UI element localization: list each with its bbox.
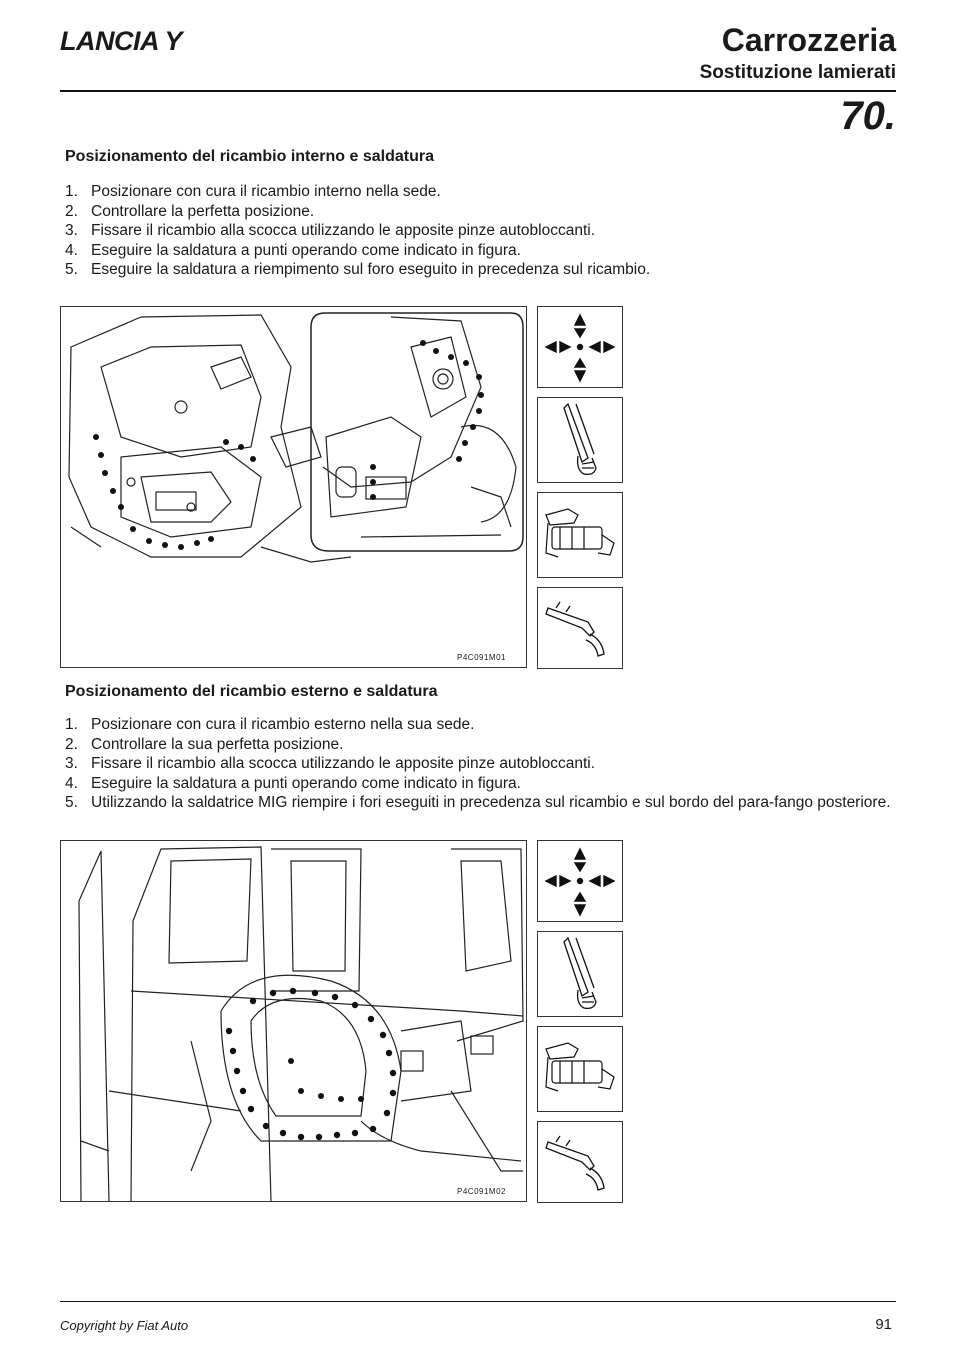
procedure-inner-title: Posizionamento del ricambio interno e saldatura <box>65 148 434 165</box>
page-number: 70. <box>840 94 896 138</box>
spot-welder-icon <box>537 1026 623 1112</box>
folio-number: 91 <box>875 1316 892 1333</box>
footer-rule <box>60 1301 896 1302</box>
header-rule <box>60 90 896 92</box>
mig-torch-icon <box>537 587 623 669</box>
copyright-text: Copyright by Fiat Auto <box>60 1318 189 1333</box>
procedure-inner-steps <box>65 182 905 280</box>
inner-panel-figure <box>60 306 527 668</box>
position-arrows-icon <box>537 306 623 388</box>
step-item: 5. Utilizzando la saldatrice MIG riempire i fori eseguiti in precedenza sul ricambio e sul bordo del para-fango posteriore. <box>65 794 891 812</box>
step-item: 1. Posizionare con cura il ricambio interno nella sede. <box>65 183 441 200</box>
inner-panel-drawing <box>61 307 526 667</box>
procedure-outer-steps <box>65 715 895 813</box>
step-item: 2. Controllare la perfetta posizione. <box>65 202 315 220</box>
step-item: 4. Eseguire la saldatura a punti operando come indicato in figura. <box>65 241 521 259</box>
step-item: 2. Controllare la sua perfetta posizione. <box>65 735 344 753</box>
position-arrows-icon <box>537 840 623 922</box>
procedure-outer-title: Posizionamento del ricambio esterno e saldatura <box>65 683 438 700</box>
outer-panel-drawing <box>61 841 526 1201</box>
locking-pliers-icon <box>537 931 623 1017</box>
step-item: 3. Fissare il ricambio alla scocca utilizzando le apposite pinze autobloccanti. <box>65 755 596 773</box>
step-item: 3. Fissare il ricambio alla scocca utilizzando le apposite pinze autobloccanti. <box>65 222 596 240</box>
step-item: 4. Eseguire la saldatura a punti operando come indicato in figura. <box>65 774 521 792</box>
locking-pliers-icon <box>537 397 623 483</box>
spot-welder-icon <box>537 492 623 578</box>
brand-title: LANCIA Y <box>60 26 183 56</box>
figure-code: P4C091M02 <box>457 1187 506 1196</box>
figure-code: P4C091M01 <box>457 653 506 662</box>
subsection-title: Sostituzione lamierati <box>699 62 896 83</box>
step-item: 5. Eseguire la saldatura a riempimento sul foro eseguito in precedenza sul ricambio. <box>65 261 651 279</box>
step-item: 1. Posizionare con cura il ricambio esterno nella sua sede. <box>65 716 475 733</box>
section-title: Carrozzeria <box>721 22 896 58</box>
outer-panel-figure <box>60 840 527 1202</box>
mig-torch-icon <box>537 1121 623 1203</box>
